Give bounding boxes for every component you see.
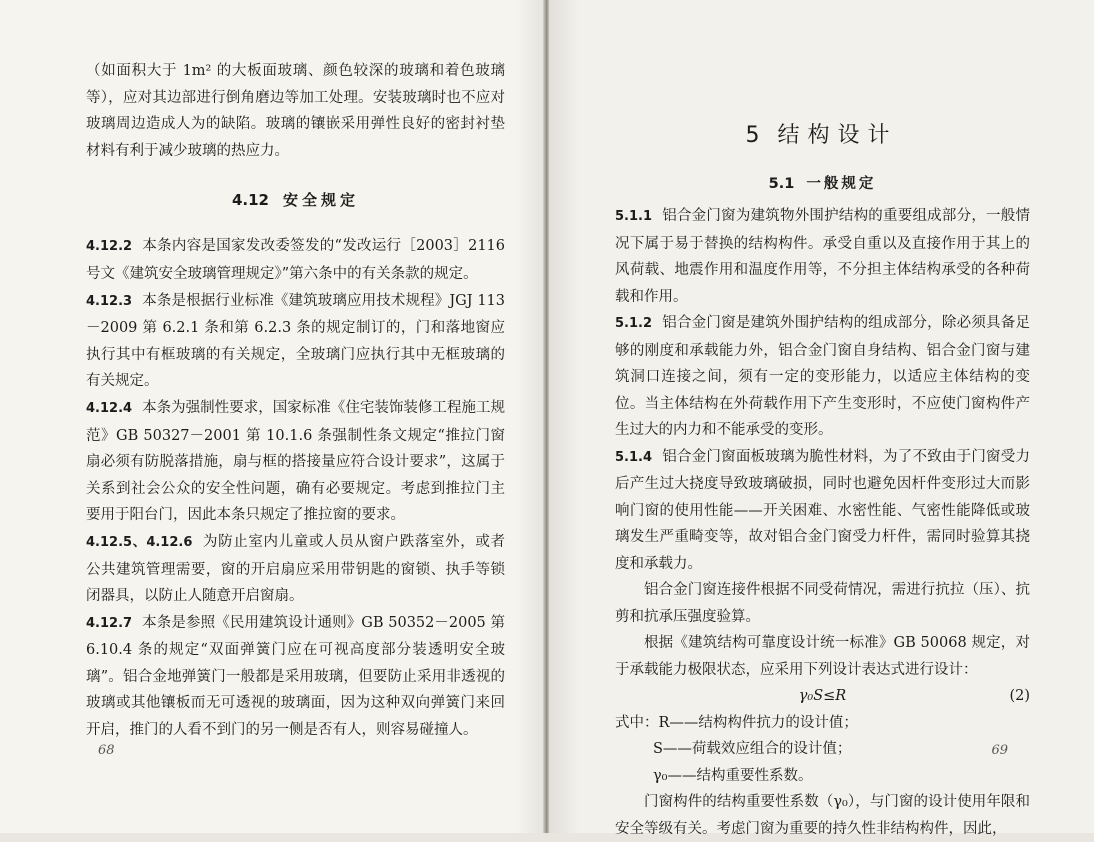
clause-4-12-4 [86, 395, 505, 529]
page-number: 68 [98, 743, 115, 758]
design-formula [615, 683, 1030, 710]
clause-4-12-5-6 [86, 529, 505, 610]
chapter-heading [549, 118, 1094, 149]
definition-gamma: γ₀——结构重要性系数。 [653, 767, 813, 784]
clause-number: 4.12.5、4.12.6 [86, 534, 193, 550]
chapter-title: 结构设计 [777, 123, 898, 148]
clause-text: 为防止室内儿童或人员从窗户跌落室外，或者公共建筑管理需要，窗的开启扇应采用带钥匙的窗锁、执手等锁闭器具，以防止人随意开启窗扇。 [86, 533, 506, 605]
subsection-title: 一般规定 [806, 175, 877, 192]
definition-text: R——结构构件抗力的设计值； [658, 714, 858, 731]
clause-text: 铝合金门窗为建筑物外围护结构的重要组成部分，一般情况下属于易于替换的结构构件。承受自重以及直接作用于其上的风荷载、地震作用和温度作用等，不分担主体结构承受的各种荷载和作用。 [615, 208, 1030, 305]
formula-number: (2) [1009, 688, 1030, 704]
definition-R [615, 710, 1030, 737]
clause-text: 本条是根据行业标准《建筑玻璃应用技术规程》JGJ 113－2009 第 6.2.1 条和第 6.2.3 条的规定制订的，门和落地窗应执行其中有框玻璃的有关规定，全玻璃门应执行其中无框玻璃的有关规定。 [86, 292, 505, 390]
paragraph-importance-factor: 门窗构件的结构重要性系数（γ₀），与门窗的设计使用年限和安全等级有关。考虑门窗为重要的持久性非结构构件，因此， [615, 794, 1030, 837]
clause-4-12-3 [86, 288, 505, 395]
clause-text: 本条是参照《民用建筑设计通则》GB 50352－2005 第 6.10.4 条的规定“双面弹簧门应在可视高度部分装透明安全玻璃”。铝合金地弹簧门一般都是采用玻璃，但要防止采用非透视的玻璃或其他镶板而无可透视的玻璃面，因为这种双向弹簧门来回开启，推门的人看不到门的另一侧是否有人，则容易碰撞人。 [86, 614, 505, 739]
clause-text: 本条为强制性要求，国家标准《住宅装饰装修工程施工规范》GB 50327－2001 第 10.1.6 条强制性条文规定“推拉门窗扇必须有防脱落措施，扇与框的搭接量应符合设计要求”，这属于关系到社会公众的安全性问题，确有必要规定。考虑到推拉门主要用于阳台门，因此本条只规定了推拉窗的要求。 [86, 399, 505, 524]
section-number: 4.12 [231, 191, 269, 210]
clause-5-1-2 [615, 310, 1030, 444]
paragraph-reliability: 根据《建筑结构可靠度设计统一标准》GB 50068 规定，对于承载能力极限状态，应采用下列设计表达式进行设计： [615, 635, 1030, 678]
paragraph-connectors: 铝合金门窗连接件根据不同受荷情况，需进行抗拉（压）、抗剪和抗承压强度验算。 [615, 582, 1030, 625]
subsection-heading [615, 172, 1030, 193]
continued-paragraph: （如面积大于 1m² 的大板面玻璃、颜色较深的玻璃和着色玻璃等），应对其边部进行倒角磨边等加工处理。安装玻璃时也不应对玻璃周边造成人为的缺陷。玻璃的镶嵌采用弹性良好的密封衬垫材料有利于减少玻璃的热应力。 [86, 63, 505, 159]
subsection-number: 5.1 [768, 176, 795, 192]
formula-expression: γ₀S≤R [798, 688, 847, 704]
clause-4-12-7 [86, 610, 505, 744]
clause-text: 本条内容是国家发改委签发的“发改运行［2003］2116号文《建筑安全玻璃管理规定》”第六条中的有关条款的规定。 [86, 238, 505, 282]
clause-number: 4.12.3 [86, 293, 133, 309]
clause-number: 4.12.7 [86, 615, 133, 631]
clause-text: 铝合金门窗是建筑外围护结构的组成部分，除必须具备足够的刚度和承载能力外，铝合金门窗自身结构、铝合金门窗与建筑洞口连接之间，须有一定的变形能力，以适应主体结构的变位。当主体结构在外荷载作用下产生变形时，不应使门窗构件产生过大的内力和不能承受的变形。 [615, 315, 1030, 438]
clause-4-12-2 [86, 233, 505, 287]
clause-5-1-1 [615, 203, 1030, 310]
right-page [549, 0, 1094, 837]
clause-text: 铝合金门窗面板玻璃为脆性材料，为了不致由于门窗受力后产生过大挠度导致玻璃破损，同时也避免因杆件变形过大而影响门窗的使用性能——开关困难、水密性能、气密性能降低或玻璃发生严重畸变等，故对铝合金门窗受力杆件，需同时验算其挠度和承载力。 [615, 448, 1030, 572]
definition-S: S——荷载效应组合的设计值； [653, 741, 852, 757]
section-heading [86, 189, 505, 210]
clause-number: 4.12.2 [86, 239, 133, 255]
clause-5-1-4 [615, 444, 1030, 578]
section-title: 安全规定 [283, 191, 360, 210]
left-page [0, 0, 545, 833]
clause-number: 4.12.4 [86, 400, 133, 416]
clause-number: 5.1.4 [615, 449, 653, 465]
clause-number: 5.1.2 [615, 316, 653, 331]
chapter-number: 5 [745, 123, 760, 148]
where-prefix: 式中： [615, 714, 659, 731]
clause-number: 5.1.1 [615, 209, 653, 224]
page-number: 69 [991, 743, 1008, 758]
